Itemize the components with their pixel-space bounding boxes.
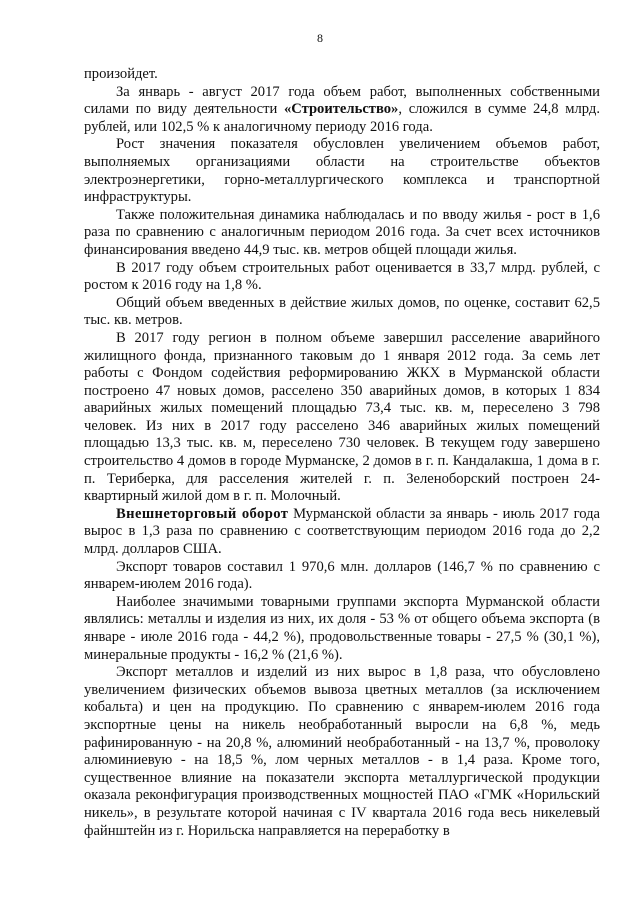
text-run: В 2017 году регион в полном объеме завершил расселение аварийного жилищного фонда, признанного таковым до 1 января 2012 года. За семь лет работы с Фондом содействия реформированию ЖКХ в Мурманской области построено 47 новых домов, расселено 350 аварийных домов, в которых 1 834 аварийных жилых помещений площадью 73,4 тыс. кв. м, переселено 3 798 человек. Из них в 2017 году расселено 346 аварийных жилых помещений площадью 13,3 тыс. кв. м, переселено 730 человек. В текущем году завершено строительство 4 домов в городе Мурманске, 2 домов в г. п. Кандалакша, 1 дома в г. п. Териберка, для расселения жителей г. п. Зеленоборский построен 24-квартирный жилой дом в г. п. Молочный. — [84, 329, 600, 505]
text-run: Также положительная динамика наблюдалась и по вводу жилья - рост в 1,6 раза по сравнению с аналогичным периодом 2016 года. За счет всех источников финансирования введено 44,9 тыс. кв. метров общей площади жилья. — [84, 206, 600, 258]
text-run: произойдет. — [84, 66, 158, 82]
document-body — [84, 66, 600, 840]
page-number: 8 — [317, 31, 323, 45]
paragraph — [84, 136, 600, 206]
paragraph — [84, 559, 600, 594]
paragraph — [84, 506, 600, 559]
paragraph — [84, 207, 600, 260]
text-run: Общий объем введенных в действие жилых домов, по оценке, составит 62,5 тыс. кв. метров. — [84, 294, 600, 329]
text-run: Мурманской области за январь - июль 2017 года вырос в 1,3 раза по сравнению с соответствующим периодом 2016 года до 2,2 млрд. долларов США. — [84, 505, 600, 558]
text-run: Экспорт товаров составил 1 970,6 млн. долларов (146,7 % по сравнению с январем-июлем 2016 года). — [84, 558, 600, 593]
paragraph — [84, 260, 600, 295]
text-run: Рост значения показателя обусловлен увеличением объемов работ, выполняемых организациями области на строительстве объектов электроэнергетики, горно-металлургического комплекса и транспортной инфраструктуры. — [84, 136, 600, 206]
bold-term: «Строительство» — [283, 101, 399, 118]
text-run: Наиболее значимыми товарными группами экспорта Мурманской области являлись: металлы и изделия из них, их доля - 53 % от общего объема экспорта (в январе - июле 2016 года - 44,2 %), продовольственные товары - 27,5 % (30,1 %), минеральные продукты - 16,2 % (21,6 %). — [84, 593, 600, 663]
text-run: , сложился в сумме 24,8 млрд. рублей, или 102,5 % к аналогичному периоду 2016 года. — [84, 101, 600, 135]
paragraph — [84, 66, 600, 84]
text-run: В 2017 году объем строительных работ оценивается в 33,7 млрд. рублей, с ростом к 2016 году на 1,8 %. — [84, 259, 600, 294]
text-run: Экспорт металлов и изделий из них вырос в 1,8 раза, что обусловлено увеличением физических объемов вывоза цветных металлов (за исключением кобальта) и цен на продукцию. По сравнению с январем-июлем 2016 года экспортные цены на никель необработанный выросли на 6,8 %, медь рафинированную - на 20,8 %, алюминий необработанный - на 13,7 %, проволоку алюминиевую - на 18,5 %, лом черных металлов - в 1,4 раза. Кроме того, существенное влияние на показатели экспорта металлургической продукции оказала реконфигурация производственных мощностей ПАО «ГМК «Норильский никель», в результате которой начиная с IV квартала 2016 года весь никелевый файнштейн из г. Норильска направляется на переработку в — [84, 664, 600, 839]
paragraph — [84, 594, 600, 664]
text-run: За январь - август 2017 года объем работ, выполненных собственными силами по виду деятельности — [84, 83, 600, 118]
paragraph — [84, 664, 600, 840]
paragraph — [84, 330, 600, 506]
paragraph — [84, 295, 600, 330]
paragraph — [84, 84, 600, 137]
bold-term: Внешнеторговый оборот — [116, 505, 289, 522]
